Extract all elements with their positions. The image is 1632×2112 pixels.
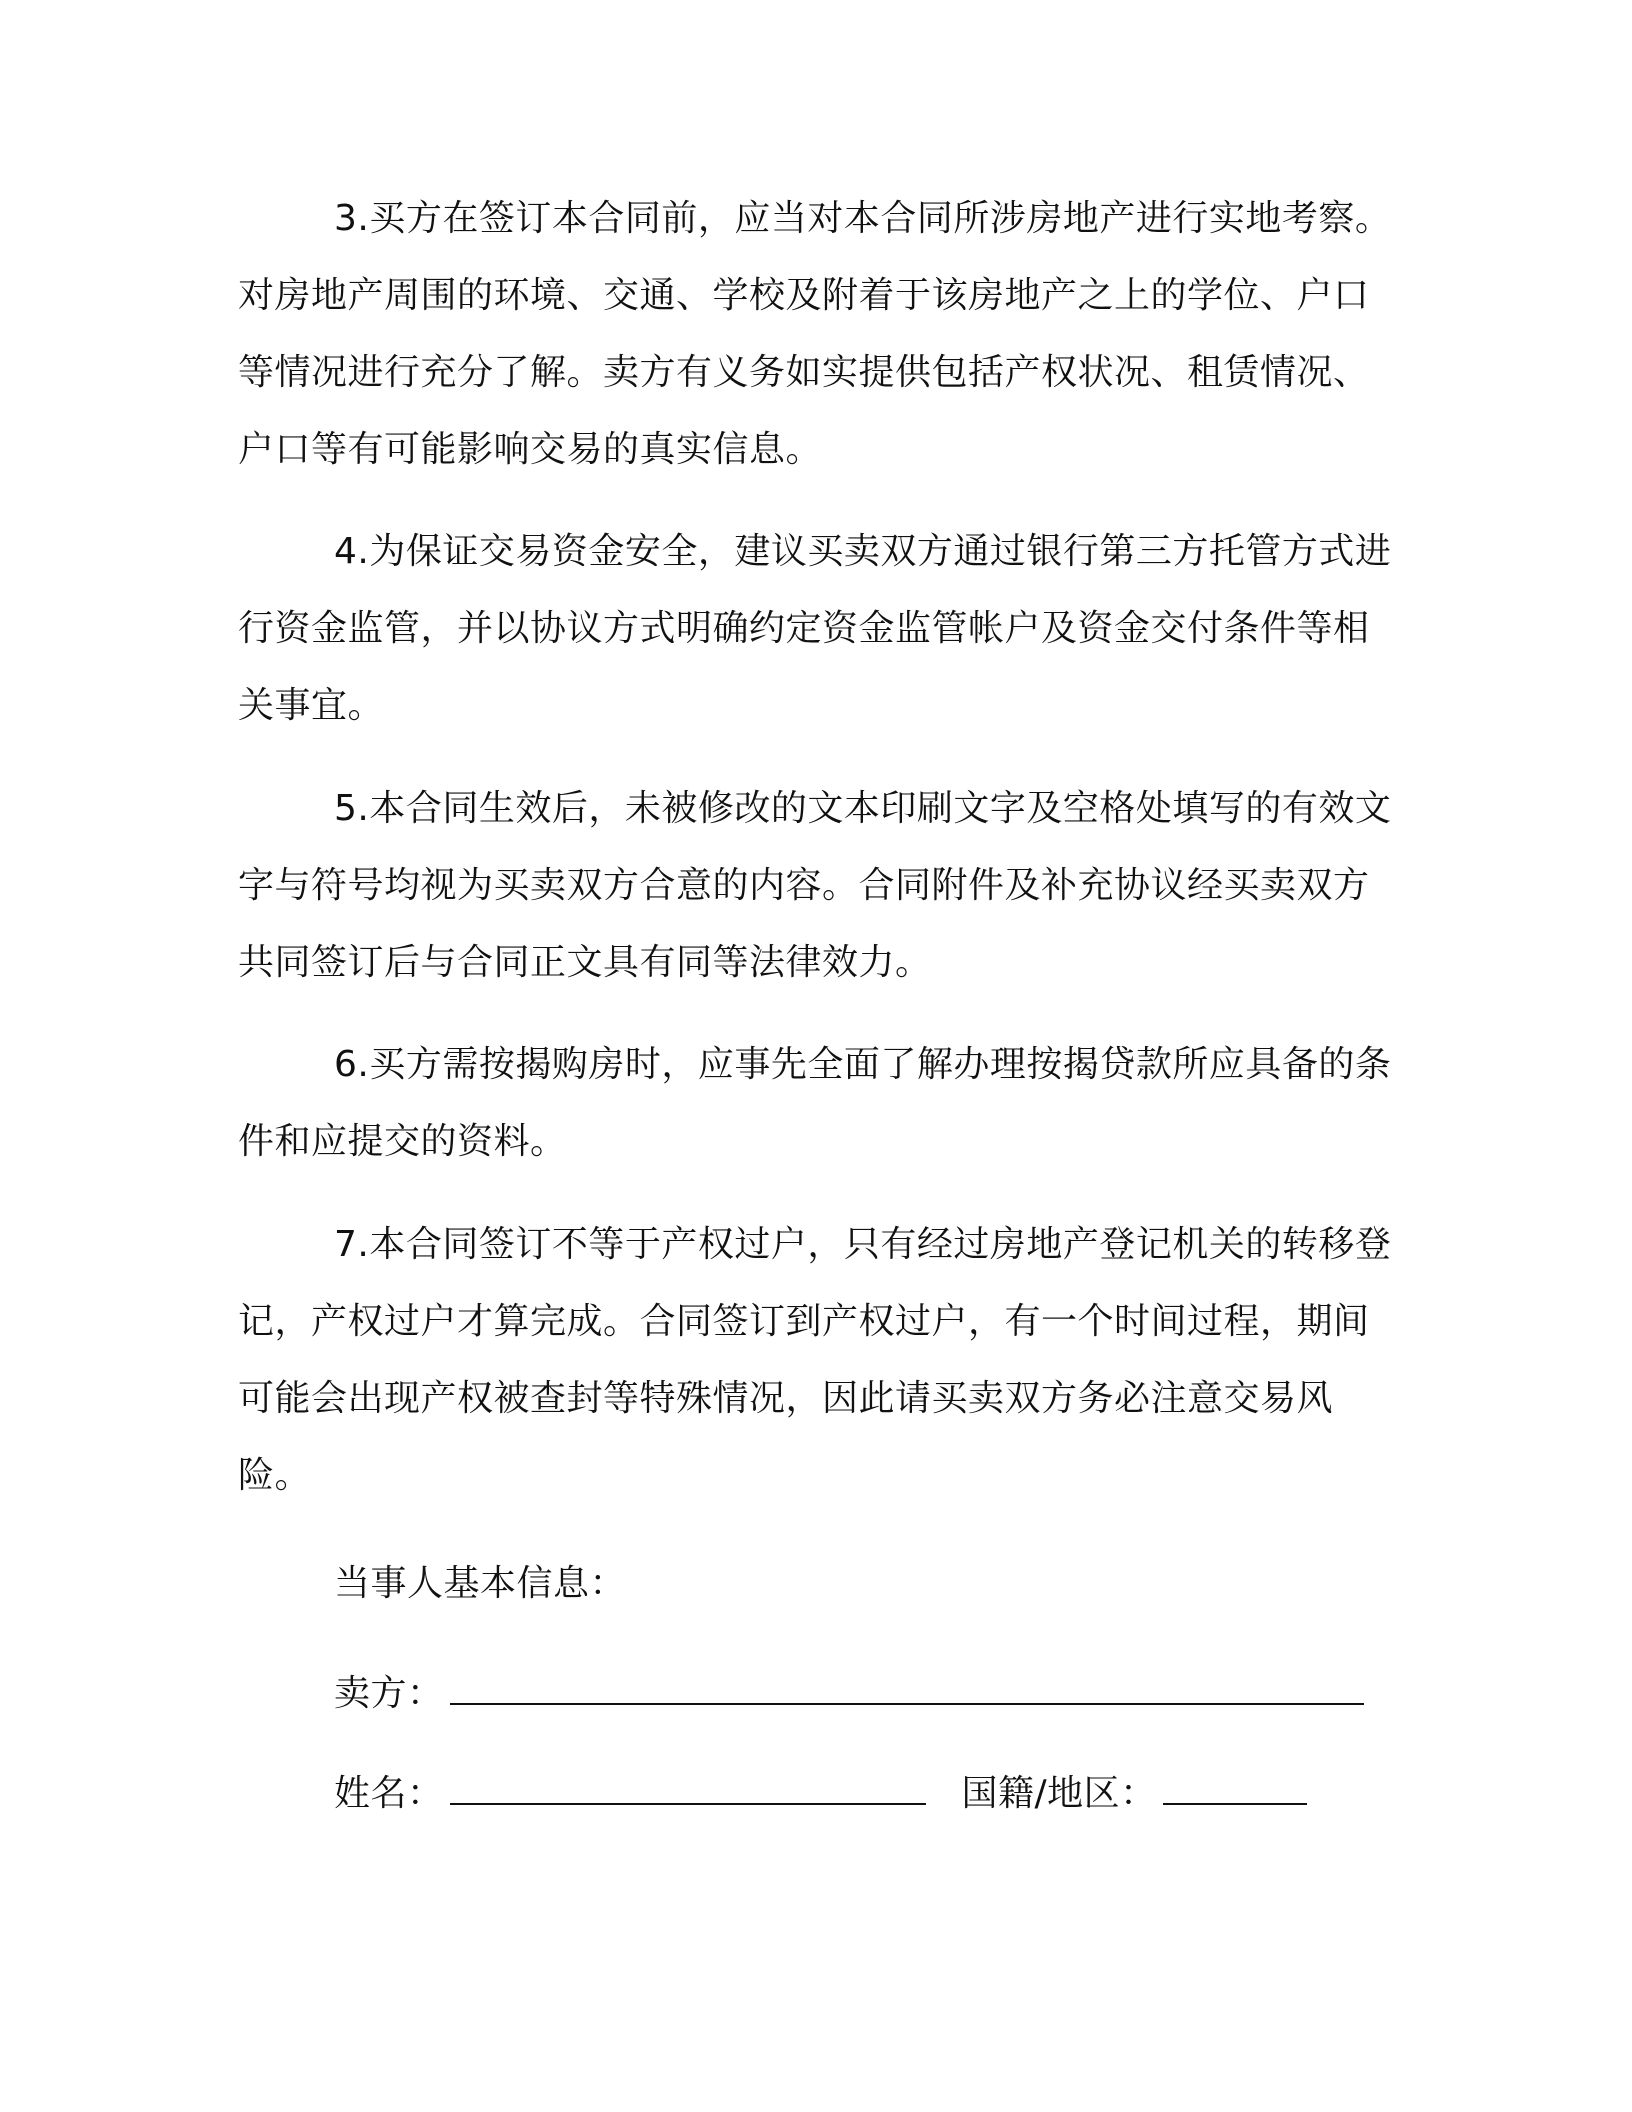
name-row: [334, 1755, 1307, 1832]
parties-heading: 当事人基本信息：: [334, 1563, 627, 1604]
nationality-blank-line: [1163, 1777, 1307, 1805]
seller-row: [334, 1655, 1364, 1732]
seller-label: 卖方：: [334, 1673, 444, 1714]
clause-4: 4.为保证交易资金安全，建议买卖双方通过银行第三方托管方式进行资金监管，并以协议方式明确约定资金监管帐户及资金交付条件等相关事宜。: [238, 531, 1392, 726]
clause-5: 5.本合同生效后，未被修改的文本印刷文字及空格处填写的有效文字与符号均视为买卖双方合意的内容。合同附件及补充协议经买卖双方共同签订后与合同正文具有同等法律效力。: [238, 788, 1392, 983]
name-blank-line: [450, 1777, 926, 1805]
clause-6: 6.买方需按揭购房时，应事先全面了解办理按揭贷款所应具备的条件和应提交的资料。: [238, 1044, 1392, 1162]
seller-blank-line: [450, 1677, 1364, 1705]
clause-3: 3.买方在签订本合同前，应当对本合同所涉房地产进行实地考察。对房地产周围的环境、交通、学校及附着于该房地产之上的学位、户口等情况进行充分了解。卖方有义务如实提供包括产权状况、租赁情况、户口等有可能影响交易的真实信息。: [238, 198, 1392, 470]
clause-7: 7.本合同签订不等于产权过户，只有经过房地产登记机关的转移登记，产权过户才算完成。合同签订到产权过户，有一个时间过程，期间可能会出现产权被查封等特殊情况，因此请买卖双方务必注意交易风险。: [238, 1224, 1392, 1496]
nationality-label: 国籍/地区：: [961, 1773, 1157, 1814]
name-label: 姓名：: [334, 1773, 444, 1814]
